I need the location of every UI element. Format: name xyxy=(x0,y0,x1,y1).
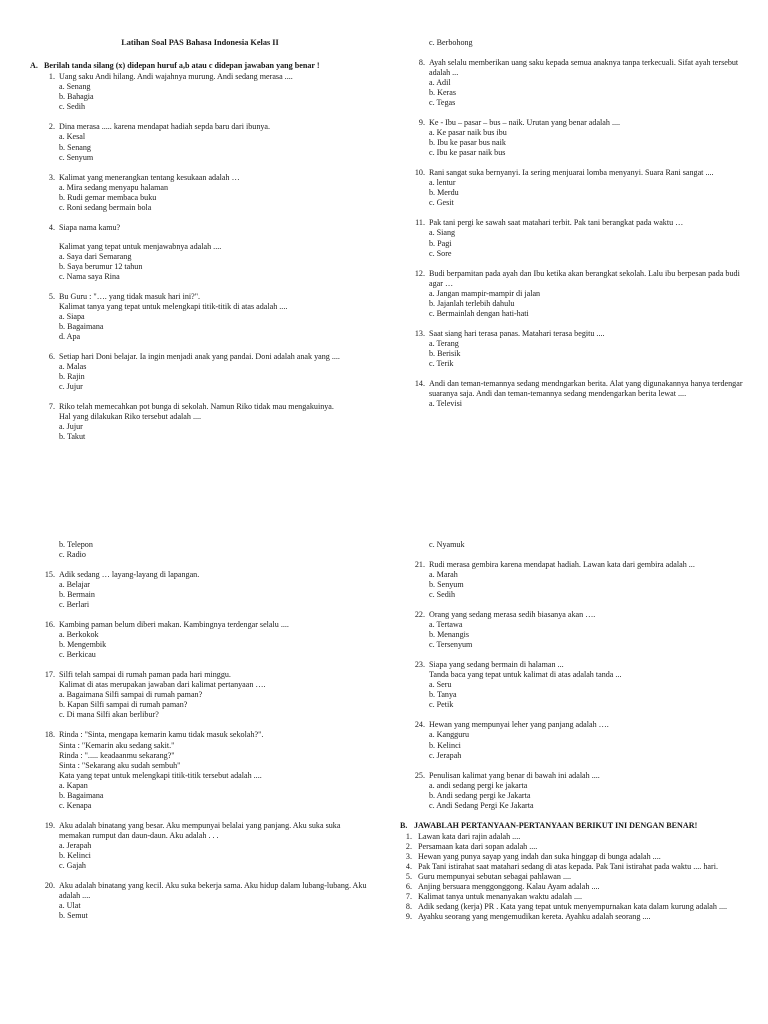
essay-question-item xyxy=(400,862,745,872)
question-body xyxy=(59,223,370,282)
answer-option: b. Bermain xyxy=(59,590,95,600)
answer-option: a. Adil xyxy=(429,78,451,88)
question-number: 9. xyxy=(418,118,425,128)
question-body xyxy=(59,352,370,392)
essay-question-number: 1. xyxy=(405,831,412,841)
section-b-instruction: JAWABLAH PERTANYAAN-PERTANYAAN BERIKUT INI DENGAN BENAR! xyxy=(414,820,698,830)
question-body xyxy=(59,821,370,871)
answer-option: c. Terik xyxy=(429,358,454,368)
carried-options xyxy=(400,38,745,48)
question-text: Budi berpamitan pada ayah dan Ibu ketika akan berangkat sekolah. Lalu ibu berpesan pada budi agar … xyxy=(429,268,740,288)
blank-line xyxy=(59,233,370,242)
essay-question-item xyxy=(400,882,745,892)
question-number: 2. xyxy=(48,122,55,132)
question-item xyxy=(30,821,370,871)
answer-option: a. Jujur xyxy=(59,422,83,432)
answer-option: a. Siang xyxy=(429,228,456,238)
question-number: 14. xyxy=(414,378,425,388)
question-body xyxy=(59,670,370,720)
answer-option: b. Kapan Silfi sampai di rumah paman? xyxy=(59,700,188,710)
question-number: 1. xyxy=(48,72,55,82)
right-top-column xyxy=(400,38,745,463)
answer-option: a. Senang xyxy=(59,82,91,92)
question-text: Bu Guru : "…. yang tidak masuk hari ini?". xyxy=(59,291,201,301)
answer-option: c. Jujur xyxy=(59,382,83,392)
question-text: Kalimat yang menerangkan tentang kesukaan adalah … xyxy=(59,172,240,182)
left-bottom-column xyxy=(30,540,370,960)
question-text: Hewan yang mempunyai leher yang panjang adalah …. xyxy=(429,720,609,730)
answer-option: b. Semut xyxy=(59,910,88,920)
question-text: Kambing paman belum diberi makan. Kambingnya terdengar selalu .... xyxy=(59,620,289,630)
question-item xyxy=(30,570,370,610)
question-item xyxy=(30,122,370,162)
question-item xyxy=(400,610,745,650)
question-item xyxy=(400,560,745,600)
essay-question-text: Persamaan kata dari sopan adalah .... xyxy=(418,841,538,851)
question-number: 18. xyxy=(44,730,55,740)
question-number: 12. xyxy=(414,268,425,278)
question-text: Sinta : "Kemarin aku sedang sakit." xyxy=(59,740,175,750)
answer-option: c. Radio xyxy=(59,550,86,560)
question-number: 25. xyxy=(414,770,425,780)
question-item xyxy=(30,292,370,342)
answer-option: c. Kenapa xyxy=(59,800,92,810)
question-number: 19. xyxy=(44,820,55,830)
answer-option: b. Bagaimana xyxy=(59,790,104,800)
essay-question-number: 9. xyxy=(405,911,412,921)
question-number: 4. xyxy=(48,222,55,232)
answer-option: c. Tegas xyxy=(429,98,456,108)
answer-option: a. Saya dari Semarang xyxy=(59,251,132,261)
question-text: Adik sedang … layang-layang di lapangan. xyxy=(59,570,200,580)
question-body xyxy=(429,720,745,760)
answer-option: b. Andi sedang pergi ke Jakarta xyxy=(429,790,531,800)
section-a-marker: A. xyxy=(30,61,38,71)
answer-option: b. Rajin xyxy=(59,372,85,382)
answer-option: a. Bagaimana Silfi sampai di rumah paman? xyxy=(59,690,203,700)
question-text: Rani sangat suka bernyanyi. Ia sering menjuarai lomba menyanyi. Suara Rani sangat .... xyxy=(429,168,714,178)
essay-question-text: Ayahku seorang yang mengemudikan kereta. Ayahku adalah seorang .... xyxy=(418,911,651,921)
answer-option: c. Jerapah xyxy=(429,750,462,760)
question-body xyxy=(59,620,370,660)
question-body xyxy=(59,173,370,213)
question-body xyxy=(429,58,745,108)
question-item xyxy=(400,218,745,258)
question-item xyxy=(400,269,745,319)
essay-question-text: Lawan kata dari rajin adalah .... xyxy=(418,831,521,841)
question-body xyxy=(59,72,370,112)
question-item xyxy=(30,72,370,112)
answer-option: d. Apa xyxy=(59,331,81,341)
question-text: Orang yang sedang merasa sedih biasanya akan …. xyxy=(429,610,596,620)
essay-question-text: Guru mempunyai sebutan sebagai pahlawan .... xyxy=(418,871,572,881)
question-body xyxy=(429,218,745,258)
answer-option: c. Ibu ke pasar naik bus xyxy=(429,148,506,158)
question-number: 11. xyxy=(415,218,425,228)
answer-option: c. Di mana Silfi akan berlibur? xyxy=(59,710,159,720)
question-text: Saat siang hari terasa panas. Matahari terasa begitu .... xyxy=(429,328,605,338)
question-list xyxy=(400,560,745,811)
question-number: 24. xyxy=(414,720,425,730)
essay-question-text: Anjing bersuara menggonggong. Kalau Ayam adalah .... xyxy=(418,881,600,891)
answer-option: a. Ulat xyxy=(59,900,81,910)
answer-option: a. Jangan mampir-mampir di jalan xyxy=(429,288,541,298)
question-text: Kalimat yang tepat untuk menjawabnya adalah .... xyxy=(59,241,222,251)
answer-option: b. Pagi xyxy=(429,238,452,248)
left-top-column xyxy=(30,38,370,463)
answer-option: a. Jerapah xyxy=(59,840,92,850)
carried-options xyxy=(400,540,745,550)
answer-option: b. Bagaimana xyxy=(59,321,104,331)
answer-option: c. Roni sedang bermain bola xyxy=(59,202,152,212)
question-item xyxy=(30,352,370,392)
question-text: Silfi telah sampai di rumah paman pada hari minggu. xyxy=(59,670,231,680)
answer-option: b. Takut xyxy=(59,432,86,442)
question-body xyxy=(59,730,370,810)
section-a-header xyxy=(30,61,370,71)
question-body xyxy=(59,402,370,442)
question-text: Hal yang dilakukan Riko tersebut adalah .... xyxy=(59,412,202,422)
answer-option: c. Gajah xyxy=(59,860,86,870)
essay-question-item xyxy=(400,892,745,902)
question-body xyxy=(429,660,745,710)
answer-option: b. Keras xyxy=(429,88,456,98)
question-item xyxy=(30,620,370,660)
question-text: Andi dan teman-temannya sedang mendngarkan berita. Alat yang digunakannya hanya terdengar suaranya saja. Andi dan teman-temannya sedang mendengarkan berita lewat .... xyxy=(429,378,743,398)
answer-option: b. Senang xyxy=(59,142,91,152)
essay-question-item xyxy=(400,912,745,922)
essay-question-item xyxy=(400,852,745,862)
question-text: Penulisan kalimat yang benar di bawah ini adalah .... xyxy=(429,770,600,780)
answer-option: b. Menangis xyxy=(429,630,470,640)
question-item xyxy=(30,670,370,720)
answer-option: c. Sedih xyxy=(59,102,86,112)
essay-question-text: Kalimat tanya untuk menanyakan waktu adalah .... xyxy=(418,891,583,901)
answer-option: a. Marah xyxy=(429,570,458,580)
question-text: Siapa nama kamu? xyxy=(59,222,121,232)
question-number: 23. xyxy=(414,660,425,670)
question-number: 10. xyxy=(414,168,425,178)
answer-option: a. Seru xyxy=(429,680,452,690)
question-text: Sinta : "Sekarang aku sudah sembuh" xyxy=(59,760,181,770)
answer-option: b. Kelinci xyxy=(59,850,91,860)
question-text: Rudi merasa gembira karena mendapat hadiah. Lawan kata dari gembira adalah ... xyxy=(429,560,695,570)
answer-option: a. Kangguru xyxy=(429,730,470,740)
question-text: Aku adalah binatang yang kecil. Aku suka bekerja sama. Aku hidup dalam lubang-lubang. Aku adalah .... xyxy=(59,880,367,900)
essay-question-item xyxy=(400,902,745,912)
question-item xyxy=(30,730,370,810)
question-body xyxy=(429,118,745,158)
answer-option: c. Berlari xyxy=(59,600,90,610)
question-number: 5. xyxy=(48,291,55,301)
answer-option: a. Televisi xyxy=(429,398,462,408)
answer-option: b. Berisik xyxy=(429,348,461,358)
answer-option: c. Nama saya Rina xyxy=(59,271,120,281)
answer-option: c. Gesit xyxy=(429,198,454,208)
answer-option: a. lentur xyxy=(429,178,456,188)
question-body xyxy=(429,269,745,319)
question-number: 17. xyxy=(44,670,55,680)
answer-option: a. Kesal xyxy=(59,132,86,142)
answer-option: c. Bermainlah dengan hati-hati xyxy=(429,308,529,318)
question-number: 6. xyxy=(48,352,55,361)
essay-question-item xyxy=(400,832,745,842)
question-body xyxy=(59,881,370,921)
answer-option: c. Sore xyxy=(429,248,452,258)
question-item xyxy=(400,379,745,409)
answer-option: a. Ke pasar naik bus ibu xyxy=(429,128,507,138)
essay-question-item xyxy=(400,842,745,852)
question-text: Kata yang tepat untuk melengkapi titik-titik tersebut adalah .... xyxy=(59,770,262,780)
answer-option: b. Kelinci xyxy=(429,740,461,750)
answer-option: b. Merdu xyxy=(429,188,459,198)
essay-question-number: 7. xyxy=(405,891,412,901)
question-text: Ayah selalu memberikan uang saku kepada semua anaknya tanpa terkecuali. Sifat ayah tersebut adalah ... xyxy=(429,58,739,78)
answer-option: a. Malas xyxy=(59,362,87,372)
question-text: Kalimat tanya yang tepat untuk melengkapi titik-titik di atas adalah .... xyxy=(59,301,288,311)
essay-question-list xyxy=(400,832,745,922)
question-text: Riko telah memecahkan pot bunga di sekolah. Namun Riko tidak mau mengakuinya. xyxy=(59,402,334,412)
essay-question-number: 8. xyxy=(405,901,412,911)
answer-option: a. andi sedang pergi ke jakarta xyxy=(429,780,528,790)
answer-option: c. Petik xyxy=(429,700,454,710)
question-text: Dina merasa ..... karena mendapat hadiah sepda baru dari ibunya. xyxy=(59,122,271,132)
question-item xyxy=(400,720,745,760)
answer-option: a. Belajar xyxy=(59,580,91,590)
answer-option: c. Andi Sedang Pergi Ke Jakarta xyxy=(429,800,534,810)
answer-option: b. Jajanlah terlebih dahulu xyxy=(429,298,515,308)
answer-option: c. Tersenyum xyxy=(429,640,473,650)
question-body xyxy=(59,122,370,162)
question-body xyxy=(429,610,745,650)
question-text: Kalimat di atas merupakan jawaban dari kalimat pertanyaan …. xyxy=(59,680,266,690)
section-b-header xyxy=(400,821,745,831)
carried-options xyxy=(30,540,370,560)
question-item xyxy=(30,881,370,921)
question-number: 13. xyxy=(414,328,425,338)
question-item xyxy=(30,173,370,213)
answer-option: a. Tertawa xyxy=(429,620,463,630)
answer-option: b. Rudi gemar membaca buku xyxy=(59,192,157,202)
question-text: Tanda baca yang tepat untuk kalimat di atas adalah tanda ... xyxy=(429,670,622,680)
question-number: 20. xyxy=(44,880,55,890)
question-body xyxy=(429,379,745,409)
question-text: Rinda : "Sinta, mengapa kemarin kamu tidak masuk sekolah?". xyxy=(59,730,264,740)
question-item xyxy=(30,402,370,442)
question-number: 8. xyxy=(418,58,425,68)
essay-question-text: Adik sedang (kerja) PR . Kata yang tepat untuk menyempurnakan kata dalam kurung adalah .... xyxy=(418,901,728,911)
essay-question-number: 6. xyxy=(405,881,412,891)
essay-question-item xyxy=(400,872,745,882)
question-text: Ke - Ibu – pasar – bus – naik. Urutan yang benar adalah .... xyxy=(429,118,621,128)
section-a-instruction: Berilah tanda silang (x) didepan huruf a,b atau c didepan jawaban yang benar ! xyxy=(44,61,320,71)
essay-question-text: Pak Tani istirahat saat matahari sedang di atas kepada. Pak Tani istirahat pada waktu .... hari. xyxy=(418,861,718,871)
question-number: 22. xyxy=(414,610,425,620)
answer-option: a. Kapan xyxy=(59,780,88,790)
essay-question-text: Hewan yang punya sayap yang indah dan suka hinggap di bunga adalah .... xyxy=(418,851,661,861)
question-number: 7. xyxy=(48,402,55,412)
question-number: 3. xyxy=(48,172,55,182)
question-item xyxy=(400,771,745,811)
question-body xyxy=(429,329,745,369)
essay-question-number: 3. xyxy=(405,851,412,861)
question-body xyxy=(429,168,745,208)
answer-option: b. Tanya xyxy=(429,690,457,700)
question-body xyxy=(429,771,745,811)
answer-option: b. Senyum xyxy=(429,580,464,590)
question-text: Rinda : "..... keadaanmu sekarang?" xyxy=(59,750,175,760)
question-item xyxy=(30,223,370,282)
answer-option: c. Berbohong xyxy=(429,38,473,47)
question-list xyxy=(400,58,745,409)
question-body xyxy=(59,292,370,342)
question-body xyxy=(429,560,745,600)
answer-option: b. Mengembik xyxy=(59,640,107,650)
right-bottom-column xyxy=(400,540,745,970)
question-text: Siapa yang sedang bermain di halaman ... xyxy=(429,660,564,670)
answer-option: a. Mira sedang menyapu halaman xyxy=(59,182,169,192)
question-item xyxy=(400,329,745,369)
question-item xyxy=(400,118,745,158)
answer-option: c. Senyum xyxy=(59,152,94,162)
question-item xyxy=(400,168,745,208)
answer-option: c. Berkicau xyxy=(59,650,96,660)
question-text: Setiap hari Doni belajar. Ia ingin menjadi anak yang pandai. Doni adalah anak yang .... xyxy=(59,352,340,361)
answer-option: b. Saya berumur 12 tahun xyxy=(59,261,143,271)
answer-option: a. Berkokok xyxy=(59,630,99,640)
question-text: Pak tani pergi ke sawah saat matahari terbit. Pak tani berangkat pada waktu … xyxy=(429,218,684,228)
question-number: 16. xyxy=(44,620,55,630)
question-body xyxy=(59,570,370,610)
essay-question-number: 5. xyxy=(405,871,412,881)
answer-option: b. Telepon xyxy=(59,540,93,549)
answer-option: a. Terang xyxy=(429,338,459,348)
question-text: Uang saku Andi hilang. Andi wajahnya murung. Andi sedang merasa .... xyxy=(59,72,293,82)
question-item xyxy=(400,58,745,108)
answer-option: a. Siapa xyxy=(59,311,85,321)
essay-question-number: 2. xyxy=(405,841,412,851)
page-title: Latihan Soal PAS Bahasa Indonesia Kelas II xyxy=(121,38,279,47)
question-list xyxy=(30,72,370,442)
question-list xyxy=(30,570,370,921)
answer-option: c. Nyamuk xyxy=(429,540,465,549)
answer-option: b. Bahagia xyxy=(59,92,94,102)
answer-option: b. Ibu ke pasar bus naik xyxy=(429,138,506,148)
answer-option: c. Sedih xyxy=(429,590,456,600)
question-text: Aku adalah binatang yang besar. Aku mempunyai belalai yang panjang. Aku suka suka memakan rumput dan daun-daun. Aku adalah . . . xyxy=(59,820,341,840)
question-number: 15. xyxy=(44,570,55,580)
question-number: 21. xyxy=(414,560,425,570)
section-b-marker: B. xyxy=(400,820,408,830)
essay-question-number: 4. xyxy=(405,861,412,871)
question-item xyxy=(400,660,745,710)
